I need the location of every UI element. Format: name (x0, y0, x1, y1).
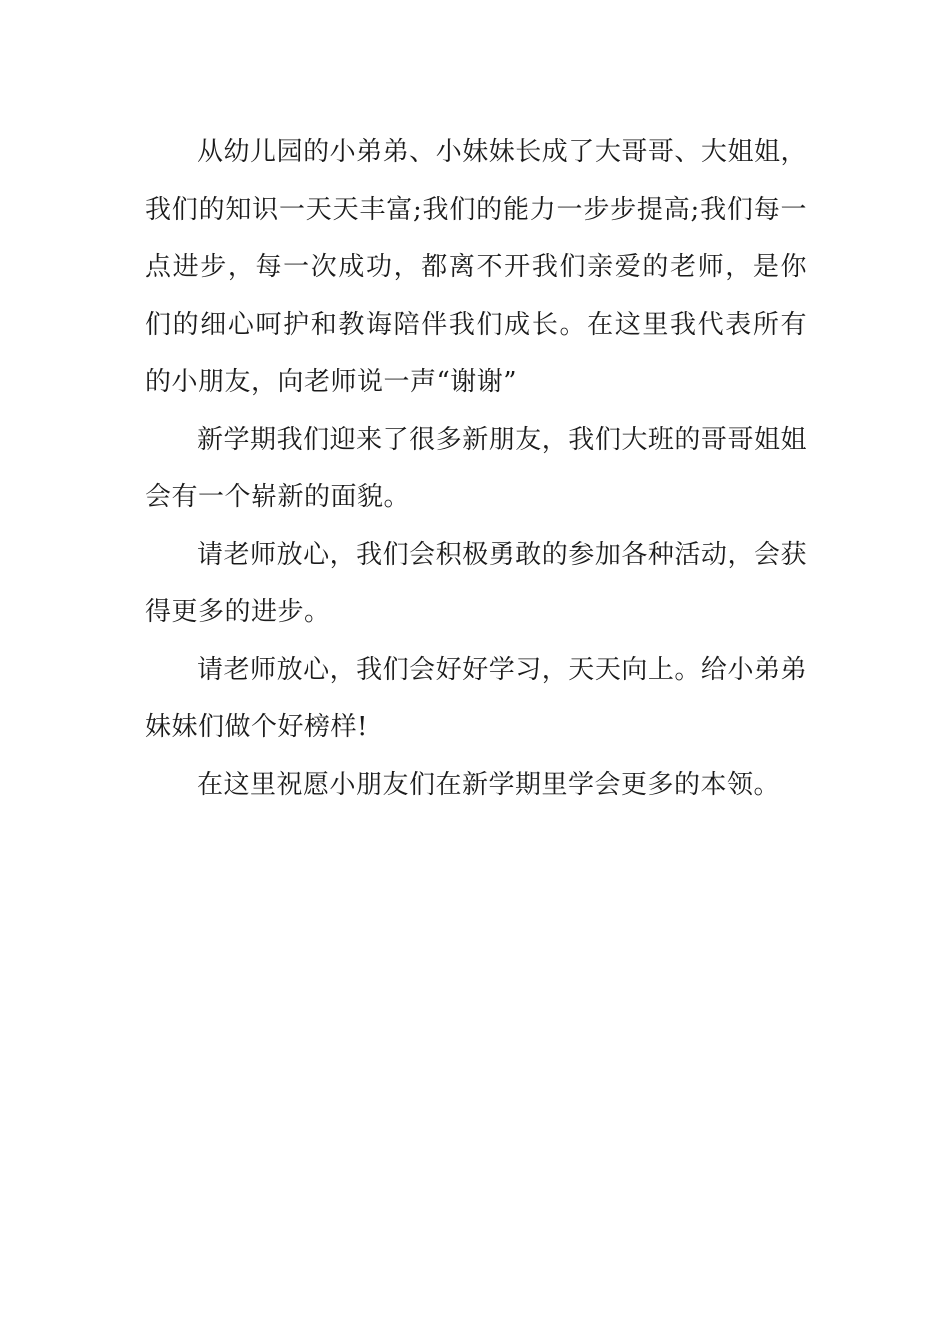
paragraph-5: 在这里祝愿小朋友们在新学期里学会更多的本领。 (197, 769, 781, 800)
paragraph-2: 新学期我们迎来了很多新朋友，我们大班的哥哥姐姐会有一个崭新的面貌。 (145, 424, 807, 512)
paragraph-3: 请老师放心，我们会积极勇敢的参加各种活动，会获得更多的进步。 (145, 539, 807, 627)
document-body (145, 124, 807, 814)
paragraph-4: 请老师放心，我们会好好学习，天天向上。给小弟弟妹妹们做个好榜样! (145, 654, 807, 742)
paragraph-1: 从幼儿园的小弟弟、小妹妹长成了大哥哥、大姐姐，我们的知识一天天丰富;我们的能力一步步提高;我们每一点进步，每一次成功，都离不开我们亲爱的老师，是你们的细心呵护和教诲陪伴我们成长。在这里我代表所有的小朋友，向老师说一声“谢谢” (145, 137, 807, 397)
